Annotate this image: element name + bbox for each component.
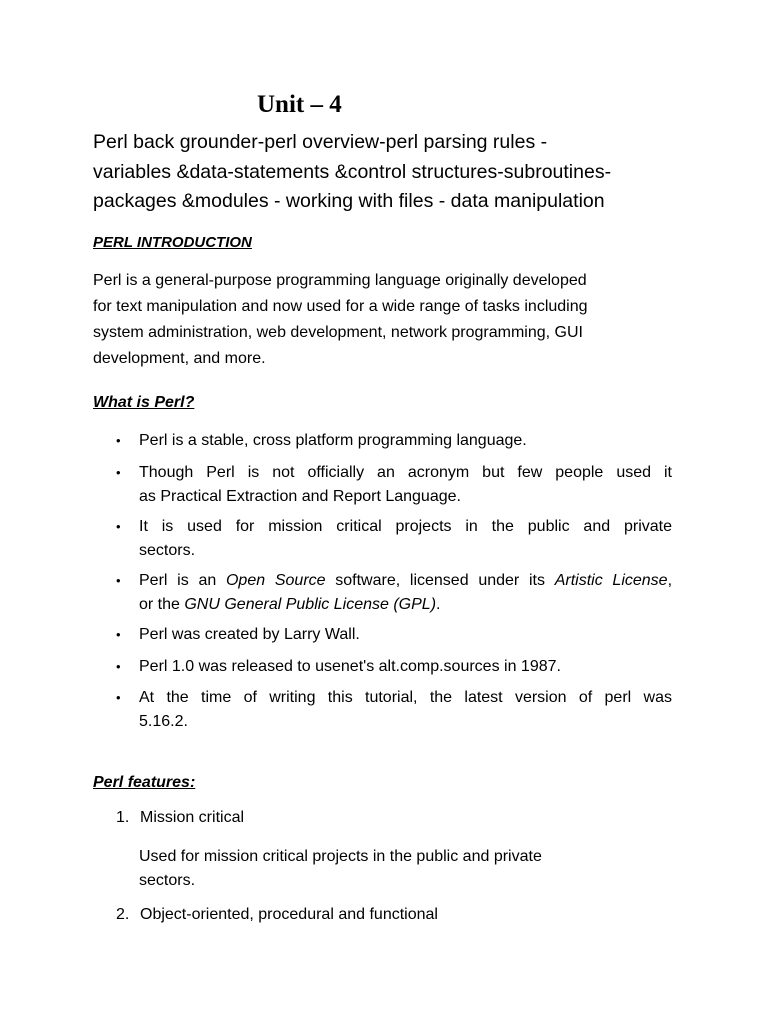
bullet-text: as Practical Extraction and Report Language. <box>139 487 461 505</box>
bullet-text: Perl was created by Larry Wall. <box>139 626 360 643</box>
feature-description-line: sectors. <box>139 872 196 889</box>
syllabus-line: variables &data-statements &control structures-subroutines- <box>93 160 612 183</box>
text-run: . <box>436 595 441 613</box>
gpl-term: GNU General Public License (GPL) <box>184 595 437 613</box>
intro-line: Perl is a general-purpose programming language originally developed <box>93 272 587 289</box>
list-item <box>116 429 672 453</box>
bullet-icon: • <box>116 465 121 480</box>
bullet-text: It is used for mission critical projects in the public and private <box>139 518 672 535</box>
what-is-perl-heading: What is Perl? <box>93 394 195 411</box>
syllabus-line: Perl back grounder-perl overview-perl parsing rules - <box>93 131 548 153</box>
feature-label: Mission critical <box>140 809 245 826</box>
intro-paragraph <box>93 268 588 372</box>
artistic-license-term: Artistic License <box>554 572 668 589</box>
perl-features-heading: Perl features: <box>93 774 196 791</box>
text-run: Perl is an <box>139 572 226 589</box>
bullet-text: sectors. <box>139 541 196 559</box>
bullet-icon: • <box>116 659 121 674</box>
text-run: software, licensed under its <box>325 572 555 589</box>
bullet-text <box>139 569 672 616</box>
bullet-icon: • <box>116 690 121 705</box>
bullet-text: Though Perl is not officially an acronym but few people used it <box>139 464 672 481</box>
list-item <box>116 461 672 508</box>
bullet-text: Perl is a stable, cross platform programming language. <box>139 432 527 449</box>
list-item <box>116 515 672 562</box>
list-item <box>116 569 672 616</box>
list-item <box>116 655 672 679</box>
feature-label: Object-oriented, procedural and functional <box>140 906 438 923</box>
syllabus-line: packages &modules - working with files - data manipulation <box>93 190 605 212</box>
item-number: 1. <box>116 809 130 826</box>
feature-description-line: Used for mission critical projects in the public and private <box>139 848 542 865</box>
bullet-icon: • <box>116 433 121 448</box>
numbered-item <box>116 806 244 830</box>
list-item <box>116 623 672 647</box>
intro-line: for text manipulation and now used for a wide range of tasks including <box>93 298 588 315</box>
bullet-icon: • <box>116 573 121 588</box>
syllabus-topics <box>93 128 683 217</box>
list-item <box>116 686 672 733</box>
numbered-item <box>116 903 438 927</box>
open-source-term: Open Source <box>225 572 326 589</box>
bullet-icon: • <box>116 627 121 642</box>
intro-line: development, and more. <box>93 350 266 367</box>
bullet-text: Perl 1.0 was released to usenet's alt.comp.sources in 1987. <box>139 658 561 675</box>
bullet-text: 5.16.2. <box>139 712 188 730</box>
item-number: 2. <box>116 906 130 923</box>
intro-heading: PERL INTRODUCTION <box>93 234 252 251</box>
feature-description <box>139 845 542 893</box>
intro-line: system administration, web development, network programming, GUI <box>93 324 583 341</box>
text-run: , <box>667 572 673 589</box>
bullet-icon: • <box>116 519 121 534</box>
text-run: or the <box>139 595 185 613</box>
bullet-text: At the time of writing this tutorial, the latest version of perl was <box>139 689 672 706</box>
unit-title: Unit – 4 <box>257 91 342 118</box>
